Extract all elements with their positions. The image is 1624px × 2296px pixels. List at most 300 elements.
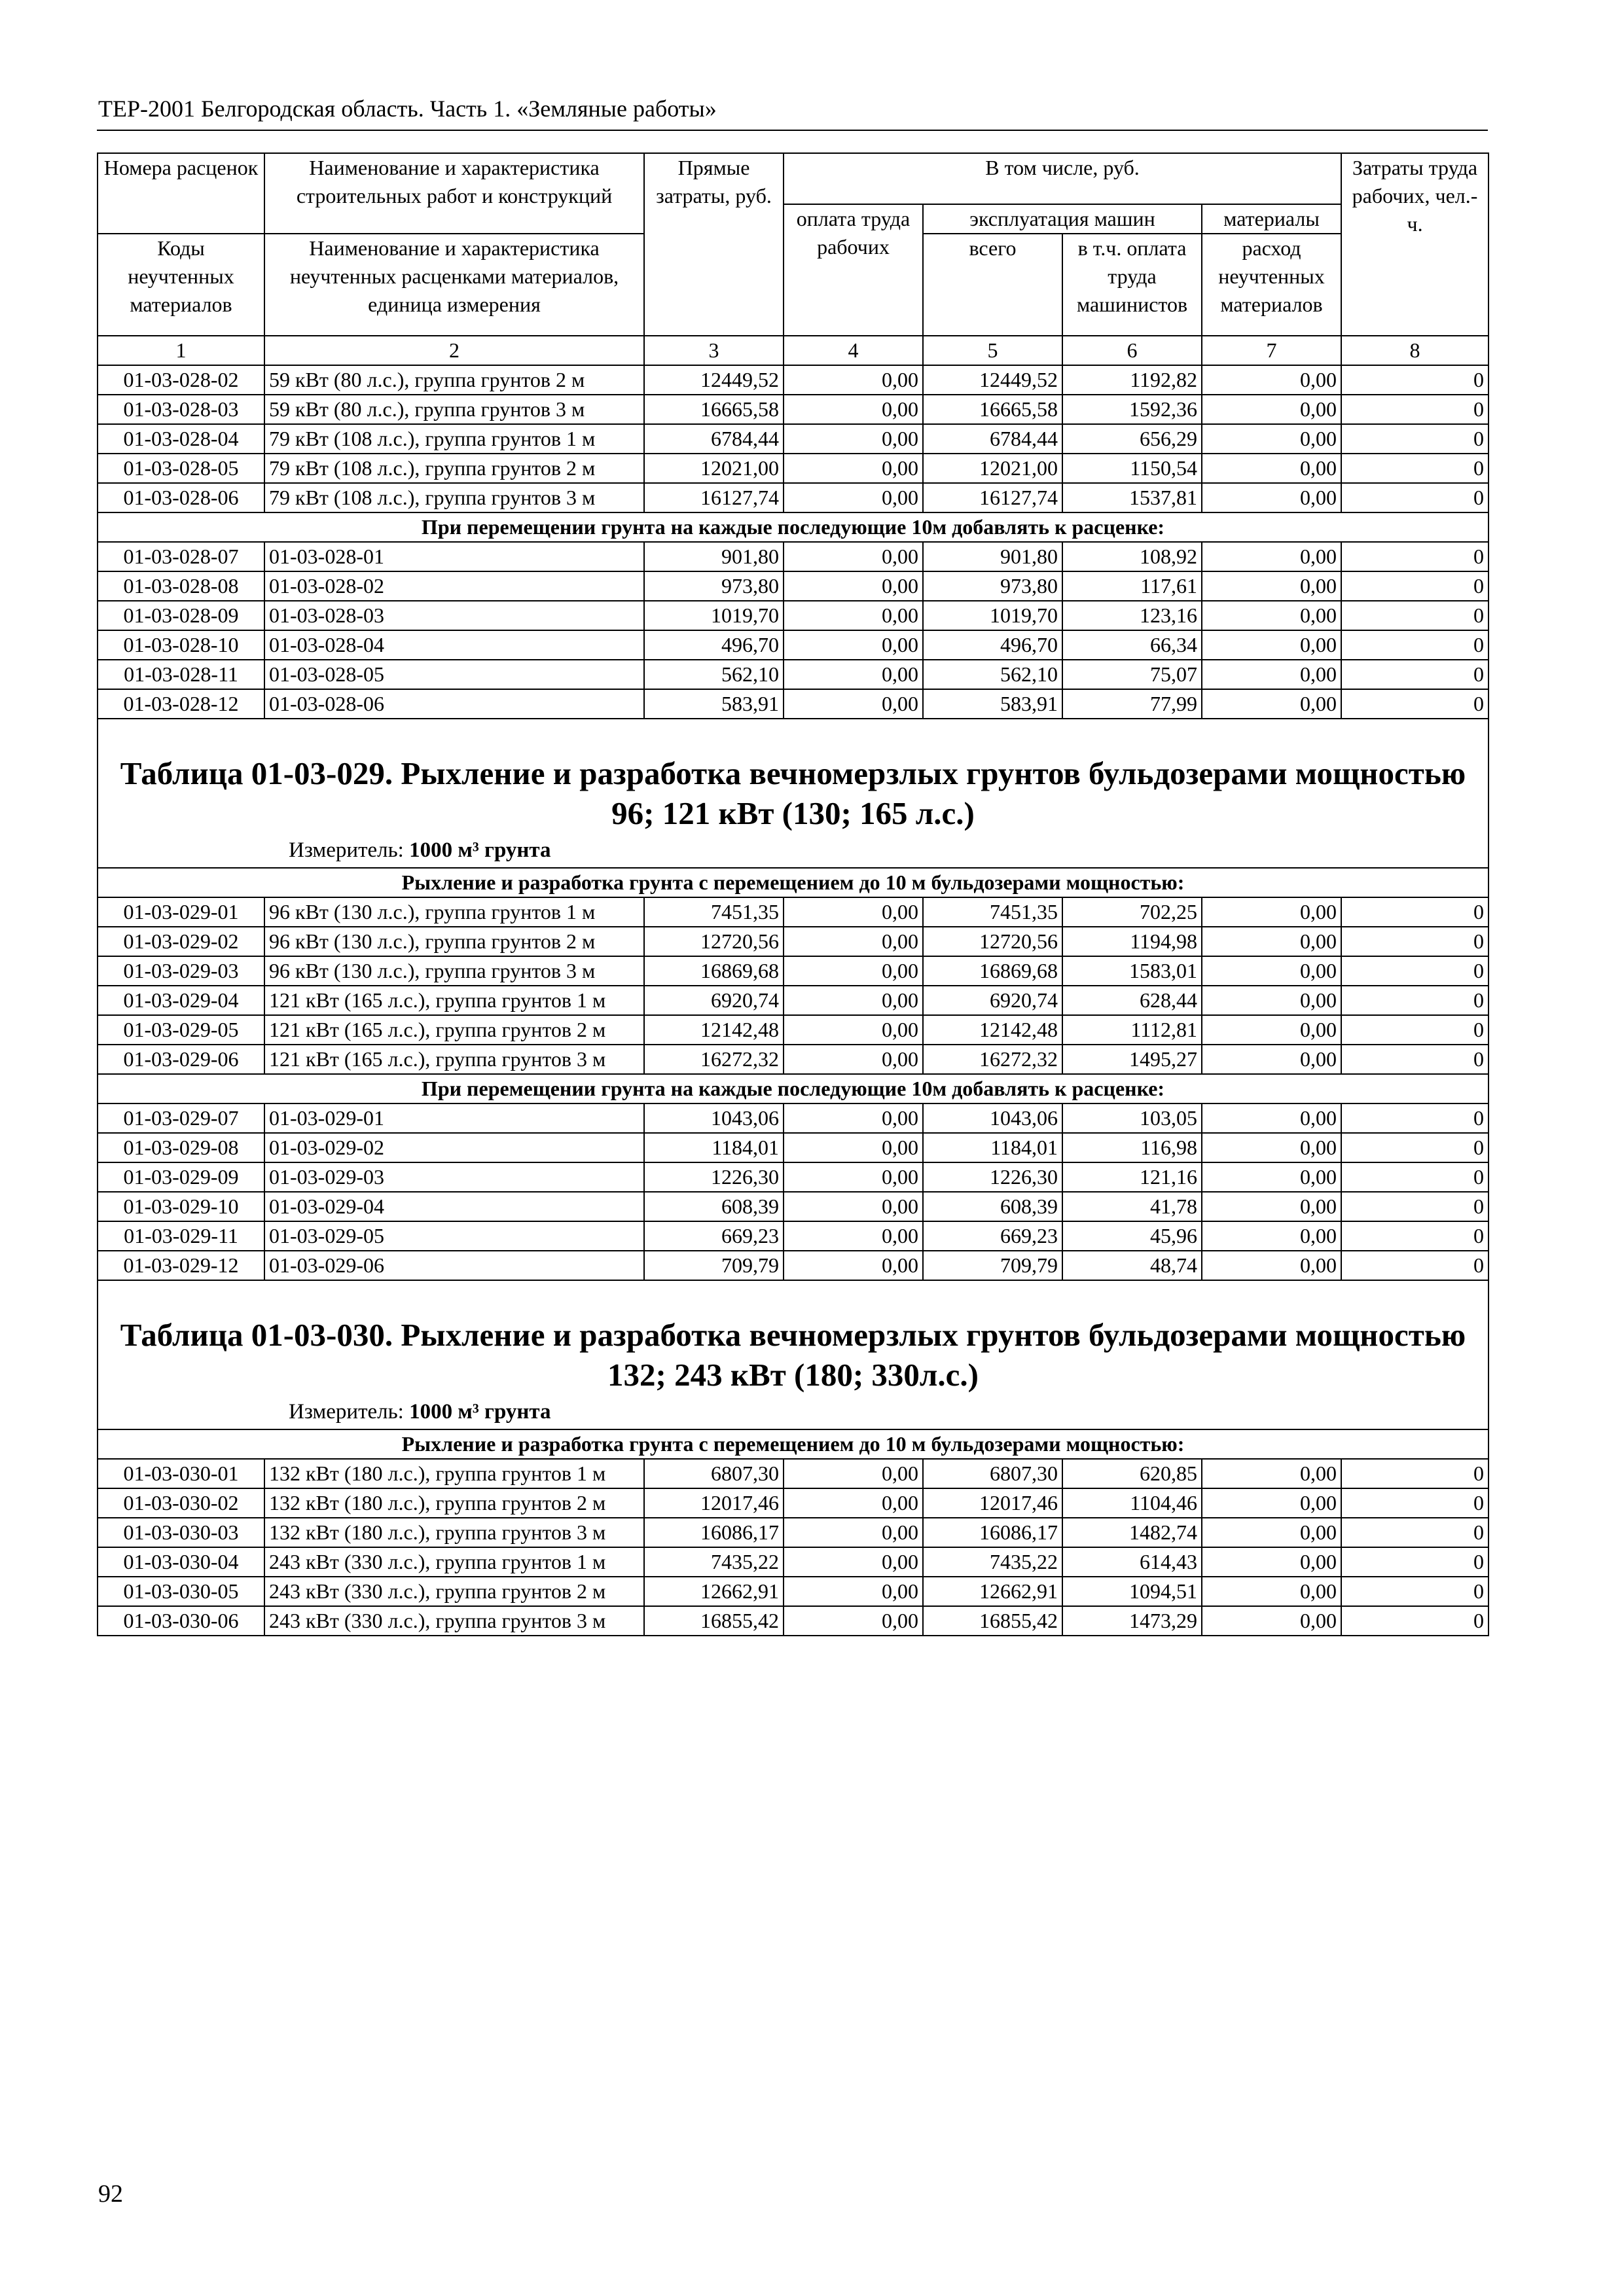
cell-labor: 0 — [1341, 927, 1489, 956]
cell-wages: 0,00 — [784, 542, 923, 571]
cell-machines: 562,10 — [923, 660, 1062, 689]
cell-machines: 1019,70 — [923, 601, 1062, 630]
cell-direct: 6920,74 — [644, 986, 784, 1015]
cell-direct: 16855,42 — [644, 1606, 784, 1636]
table-row — [98, 1606, 1489, 1636]
table-row — [98, 1459, 1489, 1488]
col-num: 1 — [98, 336, 264, 365]
rate-name: 59 кВт (80 л.с.), группа грунтов 2 м — [264, 365, 644, 395]
cell-machines: 901,80 — [923, 542, 1062, 571]
cell-materials: 0,00 — [1202, 986, 1341, 1015]
table-row — [98, 483, 1489, 512]
table-title: Таблица 01-03-029. Рыхление и разработка вечномерзлых грунтов бульдозерами мощностью 96; 121 кВт (130; 165 л.с.) — [120, 755, 1466, 831]
rate-code: 01-03-028-10 — [98, 630, 264, 660]
table-row — [98, 424, 1489, 454]
cell-direct: 16127,74 — [644, 483, 784, 512]
cell-materials: 0,00 — [1202, 601, 1341, 630]
table-row — [98, 1488, 1489, 1518]
column-numbers-row — [98, 336, 1489, 365]
section-row — [98, 1074, 1489, 1103]
table-row — [98, 1221, 1489, 1251]
cell-materials: 0,00 — [1202, 424, 1341, 454]
rate-code: 01-03-030-04 — [98, 1547, 264, 1577]
rate-code: 01-03-029-06 — [98, 1045, 264, 1074]
rate-name: 132 кВт (180 л.с.), группа грунтов 1 м — [264, 1459, 644, 1488]
col-num: 3 — [644, 336, 784, 365]
cell-materials: 0,00 — [1202, 1488, 1341, 1518]
cell-labor: 0 — [1341, 365, 1489, 395]
table-row — [98, 897, 1489, 927]
rate-name: 96 кВт (130 л.с.), группа грунтов 3 м — [264, 956, 644, 986]
cell-direct: 16665,58 — [644, 395, 784, 424]
rate-code: 01-03-029-05 — [98, 1015, 264, 1045]
rate-code: 01-03-029-08 — [98, 1133, 264, 1162]
cell-mach-wages: 48,74 — [1062, 1251, 1202, 1280]
cell-mach-wages: 116,98 — [1062, 1133, 1202, 1162]
header-rule — [97, 130, 1488, 131]
cell-direct: 12021,00 — [644, 454, 784, 483]
cell-wages: 0,00 — [784, 1015, 923, 1045]
cell-labor: 0 — [1341, 483, 1489, 512]
cell-wages: 0,00 — [784, 571, 923, 601]
cell-mach-wages: 1194,98 — [1062, 927, 1202, 956]
cell-machines: 1184,01 — [923, 1133, 1062, 1162]
cell-materials: 0,00 — [1202, 630, 1341, 660]
col-head-mat-use: расход неучтенных материалов — [1202, 234, 1341, 336]
table-row — [98, 630, 1489, 660]
rate-name: 96 кВт (130 л.с.), группа грунтов 2 м — [264, 927, 644, 956]
col-head-direct: Прямые затраты, руб. — [644, 153, 784, 336]
cell-mach-wages: 121,16 — [1062, 1162, 1202, 1192]
rate-name: 01-03-028-01 — [264, 542, 644, 571]
rate-code: 01-03-029-02 — [98, 927, 264, 956]
cell-wages: 0,00 — [784, 1045, 923, 1074]
col-num: 2 — [264, 336, 644, 365]
cell-machines: 6920,74 — [923, 986, 1062, 1015]
rate-code: 01-03-030-05 — [98, 1577, 264, 1606]
cell-direct: 496,70 — [644, 630, 784, 660]
col-num: 5 — [923, 336, 1062, 365]
cell-wages: 0,00 — [784, 1133, 923, 1162]
rate-code: 01-03-028-12 — [98, 689, 264, 719]
rate-name: 243 кВт (330 л.с.), группа грунтов 3 м — [264, 1606, 644, 1636]
rate-name: 79 кВт (108 л.с.), группа грунтов 2 м — [264, 454, 644, 483]
cell-direct: 1226,30 — [644, 1162, 784, 1192]
cell-mach-wages: 1537,81 — [1062, 483, 1202, 512]
cell-materials: 0,00 — [1202, 897, 1341, 927]
unit-value: 1000 м³ грунта — [409, 838, 551, 862]
unit-line — [102, 1395, 1484, 1429]
cell-direct: 12142,48 — [644, 1015, 784, 1045]
col-num: 6 — [1062, 336, 1202, 365]
cell-materials: 0,00 — [1202, 1015, 1341, 1045]
rate-name: 79 кВт (108 л.с.), группа грунтов 3 м — [264, 483, 644, 512]
section-row — [98, 512, 1489, 542]
running-header: ТЕР-2001 Белгородская область. Часть 1. «Земляные работы» — [98, 96, 717, 122]
rate-name: 132 кВт (180 л.с.), группа грунтов 3 м — [264, 1518, 644, 1547]
rate-name: 01-03-028-06 — [264, 689, 644, 719]
rate-code: 01-03-028-11 — [98, 660, 264, 689]
cell-materials: 0,00 — [1202, 1221, 1341, 1251]
rate-code: 01-03-029-10 — [98, 1192, 264, 1221]
cell-mach-wages: 103,05 — [1062, 1103, 1202, 1133]
cell-wages: 0,00 — [784, 601, 923, 630]
table-row — [98, 1133, 1489, 1162]
cell-labor: 0 — [1341, 424, 1489, 454]
cell-mach-wages: 656,29 — [1062, 424, 1202, 454]
cell-mach-wages: 1495,27 — [1062, 1045, 1202, 1074]
cell-labor: 0 — [1341, 601, 1489, 630]
cell-wages: 0,00 — [784, 1606, 923, 1636]
cell-labor: 0 — [1341, 1251, 1489, 1280]
cell-machines: 16127,74 — [923, 483, 1062, 512]
table-row — [98, 601, 1489, 630]
rate-name: 243 кВт (330 л.с.), группа грунтов 1 м — [264, 1547, 644, 1577]
cell-mach-wages: 45,96 — [1062, 1221, 1202, 1251]
col-num: 8 — [1341, 336, 1489, 365]
table-row — [98, 454, 1489, 483]
cell-wages: 0,00 — [784, 454, 923, 483]
table-row — [98, 689, 1489, 719]
cell-machines: 16855,42 — [923, 1606, 1062, 1636]
rate-code: 01-03-028-08 — [98, 571, 264, 601]
cell-wages: 0,00 — [784, 1221, 923, 1251]
cell-wages: 0,00 — [784, 956, 923, 986]
cell-labor: 0 — [1341, 689, 1489, 719]
cell-mach-wages: 1104,46 — [1062, 1488, 1202, 1518]
cell-labor: 0 — [1341, 1162, 1489, 1192]
rate-name: 121 кВт (165 л.с.), группа грунтов 3 м — [264, 1045, 644, 1074]
cell-wages: 0,00 — [784, 365, 923, 395]
cell-labor: 0 — [1341, 454, 1489, 483]
cell-machines: 583,91 — [923, 689, 1062, 719]
unit-label: Измеритель: — [289, 838, 404, 862]
col-head-mach-wages: в т.ч. оплата труда машинистов — [1062, 234, 1202, 336]
cell-wages: 0,00 — [784, 395, 923, 424]
cell-wages: 0,00 — [784, 630, 923, 660]
cell-mach-wages: 75,07 — [1062, 660, 1202, 689]
rate-name: 01-03-029-05 — [264, 1221, 644, 1251]
cell-mach-wages: 123,16 — [1062, 601, 1202, 630]
rate-code: 01-03-029-07 — [98, 1103, 264, 1133]
cell-direct: 16869,68 — [644, 956, 784, 986]
rate-name: 01-03-029-06 — [264, 1251, 644, 1280]
section-heading: Рыхление и разработка грунта с перемещением до 10 м бульдозерами мощностью: — [98, 868, 1489, 897]
cell-mach-wages: 1592,36 — [1062, 395, 1202, 424]
rate-name: 01-03-028-04 — [264, 630, 644, 660]
cell-labor: 0 — [1341, 395, 1489, 424]
cell-wages: 0,00 — [784, 1192, 923, 1221]
cell-machines: 16665,58 — [923, 395, 1062, 424]
cell-wages: 0,00 — [784, 1547, 923, 1577]
rate-name: 121 кВт (165 л.с.), группа грунтов 2 м — [264, 1015, 644, 1045]
cell-mach-wages: 1150,54 — [1062, 454, 1202, 483]
cell-machines: 7451,35 — [923, 897, 1062, 927]
cell-direct: 1019,70 — [644, 601, 784, 630]
col-head-labor: Затраты труда рабочих, чел.-ч. — [1341, 153, 1489, 336]
rate-code: 01-03-028-06 — [98, 483, 264, 512]
cell-wages: 0,00 — [784, 986, 923, 1015]
cell-direct: 16086,17 — [644, 1518, 784, 1547]
cell-mach-wages: 66,34 — [1062, 630, 1202, 660]
table-row — [98, 395, 1489, 424]
cell-materials: 0,00 — [1202, 1251, 1341, 1280]
cell-materials: 0,00 — [1202, 1459, 1341, 1488]
table-row — [98, 986, 1489, 1015]
cell-labor: 0 — [1341, 660, 1489, 689]
rate-code: 01-03-029-03 — [98, 956, 264, 986]
table-title-row — [98, 1280, 1489, 1429]
rate-code: 01-03-029-04 — [98, 986, 264, 1015]
cell-wages: 0,00 — [784, 1162, 923, 1192]
table-row — [98, 1192, 1489, 1221]
cell-direct: 973,80 — [644, 571, 784, 601]
table-title: Таблица 01-03-030. Рыхление и разработка вечномерзлых грунтов бульдозерами мощностью 132; 243 кВт (180; 330л.с.) — [120, 1317, 1466, 1393]
cell-labor: 0 — [1341, 1459, 1489, 1488]
cell-machines: 12142,48 — [923, 1015, 1062, 1045]
cell-mach-wages: 108,92 — [1062, 542, 1202, 571]
cell-mach-wages: 1192,82 — [1062, 365, 1202, 395]
table-row — [98, 1577, 1489, 1606]
cell-direct: 7435,22 — [644, 1547, 784, 1577]
rate-code: 01-03-030-01 — [98, 1459, 264, 1488]
cell-mach-wages: 41,78 — [1062, 1192, 1202, 1221]
cell-direct: 608,39 — [644, 1192, 784, 1221]
price-table — [97, 152, 1488, 1636]
cell-wages: 0,00 — [784, 689, 923, 719]
rate-name: 96 кВт (130 л.с.), группа грунтов 1 м — [264, 897, 644, 927]
cell-machines: 6807,30 — [923, 1459, 1062, 1488]
rate-name: 01-03-029-01 — [264, 1103, 644, 1133]
rate-code: 01-03-028-03 — [98, 395, 264, 424]
cell-labor: 0 — [1341, 1518, 1489, 1547]
rate-code: 01-03-029-11 — [98, 1221, 264, 1251]
section-row — [98, 1429, 1489, 1459]
col-head-machines: эксплуатация машин — [923, 204, 1202, 234]
table-title-cell — [98, 719, 1489, 868]
cell-direct: 583,91 — [644, 689, 784, 719]
rate-name: 01-03-028-03 — [264, 601, 644, 630]
section-heading: При перемещении грунта на каждые последующие 10м добавлять к расценке: — [98, 512, 1489, 542]
table-row — [98, 1251, 1489, 1280]
rate-name: 79 кВт (108 л.с.), группа грунтов 1 м — [264, 424, 644, 454]
cell-machines: 16086,17 — [923, 1518, 1062, 1547]
cell-mach-wages: 1094,51 — [1062, 1577, 1202, 1606]
cell-materials: 0,00 — [1202, 454, 1341, 483]
col-head-name-unaccounted: Наименование и характеристика неучтенных расценками материалов, единица измерения — [264, 234, 644, 336]
cell-labor: 0 — [1341, 1577, 1489, 1606]
rate-code: 01-03-030-06 — [98, 1606, 264, 1636]
cell-materials: 0,00 — [1202, 689, 1341, 719]
cell-machines: 16272,32 — [923, 1045, 1062, 1074]
cell-mach-wages: 1583,01 — [1062, 956, 1202, 986]
col-head-name: Наименование и характеристика строительных работ и конструкций — [264, 153, 644, 234]
cell-direct: 16272,32 — [644, 1045, 784, 1074]
cell-machines: 12720,56 — [923, 927, 1062, 956]
rate-code: 01-03-029-09 — [98, 1162, 264, 1192]
cell-mach-wages: 117,61 — [1062, 571, 1202, 601]
unit-value: 1000 м³ грунта — [409, 1400, 551, 1424]
unit-line — [102, 833, 1484, 867]
cell-mach-wages: 628,44 — [1062, 986, 1202, 1015]
rate-code: 01-03-030-02 — [98, 1488, 264, 1518]
cell-wages: 0,00 — [784, 897, 923, 927]
cell-mach-wages: 1473,29 — [1062, 1606, 1202, 1636]
table-row — [98, 571, 1489, 601]
cell-direct: 669,23 — [644, 1221, 784, 1251]
rate-code: 01-03-028-07 — [98, 542, 264, 571]
cell-direct: 562,10 — [644, 660, 784, 689]
section-heading: Рыхление и разработка грунта с перемещением до 10 м бульдозерами мощностью: — [98, 1429, 1489, 1459]
cell-direct: 7451,35 — [644, 897, 784, 927]
rate-name: 01-03-029-03 — [264, 1162, 644, 1192]
cell-machines: 12662,91 — [923, 1577, 1062, 1606]
col-head-incl: В том числе, руб. — [784, 153, 1341, 204]
cell-materials: 0,00 — [1202, 956, 1341, 986]
rate-name: 243 кВт (330 л.с.), группа грунтов 2 м — [264, 1577, 644, 1606]
cell-machines: 12021,00 — [923, 454, 1062, 483]
table-row — [98, 956, 1489, 986]
table-row — [98, 542, 1489, 571]
page-number: 92 — [98, 2180, 123, 2208]
cell-wages: 0,00 — [784, 424, 923, 454]
cell-machines: 16869,68 — [923, 956, 1062, 986]
cell-labor: 0 — [1341, 1606, 1489, 1636]
cell-materials: 0,00 — [1202, 542, 1341, 571]
col-head-wages: оплата труда рабочих — [784, 204, 923, 336]
cell-materials: 0,00 — [1202, 1518, 1341, 1547]
cell-materials: 0,00 — [1202, 660, 1341, 689]
cell-materials: 0,00 — [1202, 1133, 1341, 1162]
cell-materials: 0,00 — [1202, 571, 1341, 601]
cell-mach-wages: 620,85 — [1062, 1459, 1202, 1488]
cell-labor: 0 — [1341, 1133, 1489, 1162]
cell-machines: 1043,06 — [923, 1103, 1062, 1133]
rate-code: 01-03-030-03 — [98, 1518, 264, 1547]
rate-code: 01-03-028-04 — [98, 424, 264, 454]
cell-machines: 7435,22 — [923, 1547, 1062, 1577]
cell-mach-wages: 1112,81 — [1062, 1015, 1202, 1045]
rate-name: 01-03-029-02 — [264, 1133, 644, 1162]
table-row — [98, 1015, 1489, 1045]
rate-code: 01-03-028-09 — [98, 601, 264, 630]
cell-materials: 0,00 — [1202, 1577, 1341, 1606]
cell-wages: 0,00 — [784, 927, 923, 956]
cell-wages: 0,00 — [784, 483, 923, 512]
cell-machines: 669,23 — [923, 1221, 1062, 1251]
cell-direct: 12720,56 — [644, 927, 784, 956]
cell-wages: 0,00 — [784, 1251, 923, 1280]
cell-direct: 6784,44 — [644, 424, 784, 454]
cell-direct: 1043,06 — [644, 1103, 784, 1133]
cell-labor: 0 — [1341, 1488, 1489, 1518]
cell-materials: 0,00 — [1202, 1045, 1341, 1074]
table-row — [98, 365, 1489, 395]
cell-materials: 0,00 — [1202, 927, 1341, 956]
cell-direct: 12017,46 — [644, 1488, 784, 1518]
col-head-materials: материалы — [1202, 204, 1341, 234]
table-row — [98, 927, 1489, 956]
cell-labor: 0 — [1341, 571, 1489, 601]
cell-labor: 0 — [1341, 897, 1489, 927]
rate-name: 59 кВт (80 л.с.), группа грунтов 3 м — [264, 395, 644, 424]
cell-machines: 973,80 — [923, 571, 1062, 601]
cell-materials: 0,00 — [1202, 1162, 1341, 1192]
cell-mach-wages: 77,99 — [1062, 689, 1202, 719]
rate-code: 01-03-029-12 — [98, 1251, 264, 1280]
cell-materials: 0,00 — [1202, 365, 1341, 395]
col-head-code-unaccounted: Коды неучтенных материалов — [98, 234, 264, 336]
rate-name: 01-03-028-05 — [264, 660, 644, 689]
cell-wages: 0,00 — [784, 1518, 923, 1547]
cell-direct: 709,79 — [644, 1251, 784, 1280]
cell-materials: 0,00 — [1202, 395, 1341, 424]
cell-wages: 0,00 — [784, 660, 923, 689]
cell-wages: 0,00 — [784, 1488, 923, 1518]
table-row — [98, 1045, 1489, 1074]
cell-labor: 0 — [1341, 956, 1489, 986]
cell-wages: 0,00 — [784, 1577, 923, 1606]
cell-machines: 608,39 — [923, 1192, 1062, 1221]
table-row — [98, 1162, 1489, 1192]
col-num: 4 — [784, 336, 923, 365]
cell-direct: 12449,52 — [644, 365, 784, 395]
cell-labor: 0 — [1341, 1015, 1489, 1045]
cell-materials: 0,00 — [1202, 1547, 1341, 1577]
cell-wages: 0,00 — [784, 1459, 923, 1488]
col-num: 7 — [1202, 336, 1341, 365]
table-row — [98, 1547, 1489, 1577]
cell-labor: 0 — [1341, 630, 1489, 660]
table-row — [98, 1518, 1489, 1547]
rate-name: 01-03-029-04 — [264, 1192, 644, 1221]
cell-direct: 1184,01 — [644, 1133, 784, 1162]
section-heading: При перемещении грунта на каждые последующие 10м добавлять к расценке: — [98, 1074, 1489, 1103]
rate-code: 01-03-028-05 — [98, 454, 264, 483]
rate-name: 01-03-028-02 — [264, 571, 644, 601]
cell-direct: 901,80 — [644, 542, 784, 571]
cell-materials: 0,00 — [1202, 1103, 1341, 1133]
cell-wages: 0,00 — [784, 1103, 923, 1133]
section-row — [98, 868, 1489, 897]
rate-code: 01-03-029-01 — [98, 897, 264, 927]
cell-machines: 709,79 — [923, 1251, 1062, 1280]
cell-direct: 12662,91 — [644, 1577, 784, 1606]
cell-mach-wages: 614,43 — [1062, 1547, 1202, 1577]
cell-mach-wages: 702,25 — [1062, 897, 1202, 927]
cell-labor: 0 — [1341, 986, 1489, 1015]
cell-labor: 0 — [1341, 1192, 1489, 1221]
table-title-row — [98, 719, 1489, 868]
unit-label: Измеритель: — [289, 1400, 404, 1424]
col-head-code: Номера расценок — [98, 153, 264, 234]
cell-materials: 0,00 — [1202, 1192, 1341, 1221]
cell-machines: 496,70 — [923, 630, 1062, 660]
col-head-total: всего — [923, 234, 1062, 336]
cell-machines: 12449,52 — [923, 365, 1062, 395]
cell-labor: 0 — [1341, 1103, 1489, 1133]
cell-labor: 0 — [1341, 1221, 1489, 1251]
cell-labor: 0 — [1341, 1547, 1489, 1577]
cell-machines: 1226,30 — [923, 1162, 1062, 1192]
rate-name: 132 кВт (180 л.с.), группа грунтов 2 м — [264, 1488, 644, 1518]
cell-materials: 0,00 — [1202, 1606, 1341, 1636]
cell-mach-wages: 1482,74 — [1062, 1518, 1202, 1547]
cell-labor: 0 — [1341, 1045, 1489, 1074]
table-row — [98, 1103, 1489, 1133]
table-title-cell — [98, 1280, 1489, 1429]
cell-machines: 12017,46 — [923, 1488, 1062, 1518]
